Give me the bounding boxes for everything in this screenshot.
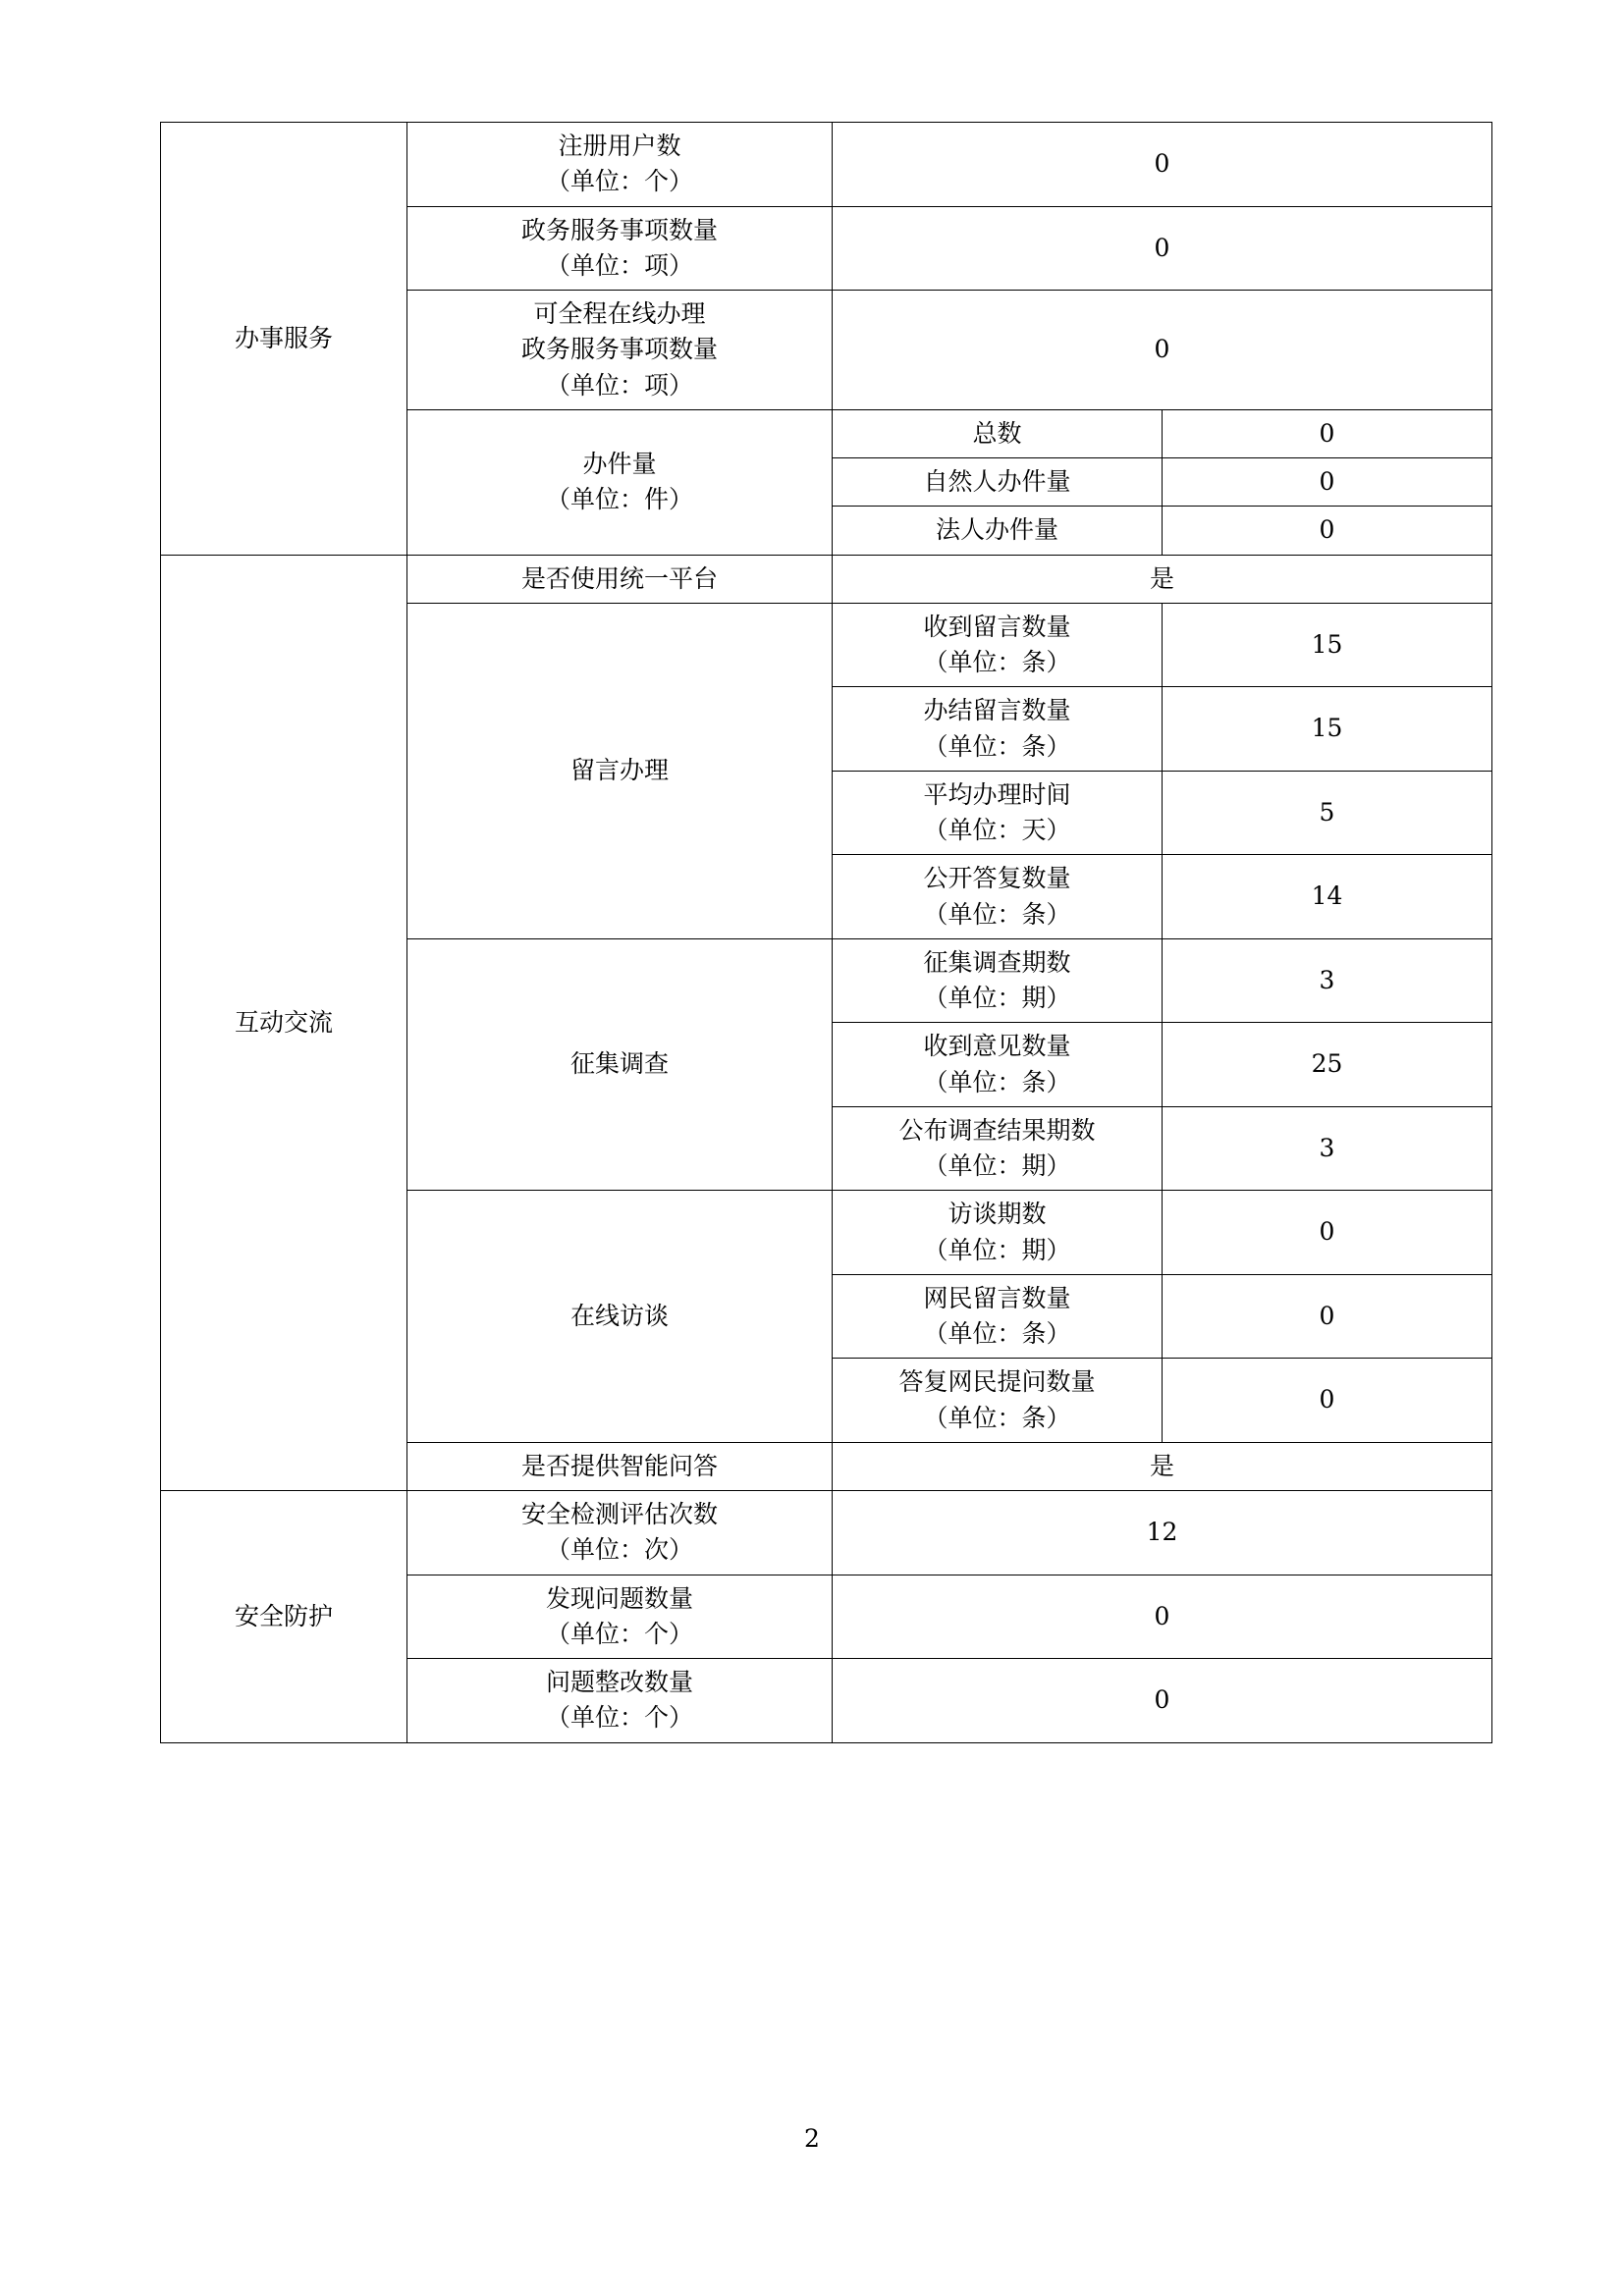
- item-label-line2: 政务服务事项数量: [520, 335, 718, 364]
- item-label-line1: 发现问题数量: [545, 1583, 693, 1613]
- table-row: [161, 1491, 1492, 1575]
- item-label-line2: （单位：项）: [545, 250, 693, 280]
- item-cell-fully-online-items: [407, 291, 833, 410]
- value-cell-total: 0: [1163, 409, 1492, 457]
- value-cell-registered-users: 0: [833, 123, 1492, 207]
- sub-label-line2: （单位：条）: [923, 731, 1071, 761]
- government-website-statistics-table: [160, 122, 1492, 1743]
- item-cell-handled-volume: [407, 409, 833, 555]
- sub-label-line1: 平均办理时间: [923, 779, 1071, 809]
- item-label-line1: 办件量: [582, 449, 657, 478]
- value-cell-service-items: 0: [833, 206, 1492, 291]
- sub-label-line2: （单位：条）: [923, 1319, 1071, 1348]
- value-cell-unified-platform: 是: [833, 555, 1492, 603]
- item-cell-online-interview: 在线访谈: [407, 1191, 833, 1443]
- value-cell-messages-received: 15: [1163, 603, 1492, 687]
- value-cell-legal-person: 0: [1163, 507, 1492, 555]
- sub-label-line1: 收到意见数量: [923, 1032, 1071, 1061]
- sub-label-line2: （单位：条）: [923, 899, 1071, 929]
- item-cell-security-checks: [407, 1491, 833, 1575]
- value-cell-problems-fixed: 0: [833, 1659, 1492, 1743]
- sub-cell-netizen-replies: [833, 1359, 1163, 1443]
- item-label-line1: 可全程在线办理: [533, 299, 706, 328]
- category-cell-interaction: 互动交流: [161, 555, 407, 1491]
- sub-label-line1: 网民留言数量: [923, 1283, 1071, 1312]
- value-cell-average-time: 5: [1163, 771, 1492, 855]
- item-label-line3: （单位：项）: [545, 370, 693, 400]
- sub-label-line1: 答复网民提问数量: [898, 1367, 1096, 1397]
- sub-label-line2: （单位：条）: [923, 1403, 1071, 1432]
- value-cell-messages-completed: 15: [1163, 687, 1492, 772]
- item-label-line1: 问题整改数量: [545, 1668, 693, 1696]
- item-cell-smart-qa: 是否提供智能问答: [407, 1442, 833, 1490]
- value-cell-opinions-received: 25: [1163, 1023, 1492, 1107]
- sub-cell-average-time: [833, 771, 1163, 855]
- value-cell-interview-periods: 0: [1163, 1191, 1492, 1275]
- sub-label-line1: 公开答复数量: [923, 864, 1071, 893]
- sub-cell-interview-periods: [833, 1191, 1163, 1275]
- sub-cell-natural-person: 自然人办件量: [833, 458, 1163, 507]
- sub-label-line1: 征集调查期数: [923, 947, 1071, 977]
- sub-label-line1: 公布调查结果期数: [898, 1115, 1096, 1145]
- item-label-line2: （单位：个）: [545, 167, 693, 196]
- value-cell-published-results: 3: [1163, 1106, 1492, 1191]
- value-cell-fully-online-items: 0: [833, 291, 1492, 410]
- category-cell-security: 安全防护: [161, 1491, 407, 1743]
- sub-label-line2: （单位：期）: [923, 984, 1071, 1012]
- item-cell-registered-users: [407, 123, 833, 207]
- sub-label-line2: （单位：条）: [923, 1067, 1071, 1096]
- sub-cell-public-replies: [833, 855, 1163, 939]
- page-number: 2: [804, 2124, 820, 2153]
- value-cell-smart-qa: 是: [833, 1442, 1492, 1490]
- category-cell-service: 办事服务: [161, 123, 407, 556]
- sub-label-line1: 办结留言数量: [923, 696, 1071, 725]
- table-row: [161, 123, 1492, 207]
- sub-cell-messages-completed: [833, 687, 1163, 772]
- value-cell-problems-found: 0: [833, 1575, 1492, 1659]
- sub-label-line2: （单位：天）: [923, 816, 1071, 844]
- item-cell-problems-found: [407, 1575, 833, 1659]
- item-label-line2: （单位：次）: [545, 1535, 693, 1565]
- sub-label-line1: 收到留言数量: [923, 612, 1071, 641]
- sub-label-line2: （单位：期）: [923, 1151, 1071, 1180]
- sub-cell-opinions-received: [833, 1023, 1163, 1107]
- sub-label-line2: （单位：期）: [923, 1235, 1071, 1264]
- sub-cell-legal-person: 法人办件量: [833, 507, 1163, 555]
- item-cell-survey: 征集调查: [407, 938, 833, 1191]
- sub-cell-survey-periods: [833, 938, 1163, 1023]
- value-cell-security-checks: 12: [833, 1491, 1492, 1575]
- item-cell-problems-fixed: [407, 1659, 833, 1743]
- item-label-line2: （单位：个）: [545, 1703, 693, 1733]
- item-cell-unified-platform: 是否使用统一平台: [407, 555, 833, 603]
- value-cell-survey-periods: 3: [1163, 938, 1492, 1023]
- item-label-line2: （单位：个）: [545, 1619, 693, 1648]
- value-cell-netizen-messages: 0: [1163, 1274, 1492, 1359]
- item-label-line1: 政务服务事项数量: [520, 215, 718, 244]
- table-row: [161, 555, 1492, 603]
- sub-label-line2: （单位：条）: [923, 648, 1071, 676]
- sub-cell-messages-received: [833, 603, 1163, 687]
- item-label-line1: 注册用户数: [558, 132, 681, 160]
- sub-cell-netizen-messages: [833, 1274, 1163, 1359]
- sub-cell-published-results: [833, 1106, 1163, 1191]
- item-cell-message-handling: 留言办理: [407, 603, 833, 938]
- item-cell-service-items: [407, 206, 833, 291]
- value-cell-netizen-replies: 0: [1163, 1359, 1492, 1443]
- item-label-line2: （单位：件）: [545, 485, 693, 514]
- item-label-line1: 安全检测评估次数: [520, 1500, 718, 1528]
- sub-label-line1: 访谈期数: [947, 1200, 1047, 1229]
- value-cell-public-replies: 14: [1163, 855, 1492, 939]
- value-cell-natural-person: 0: [1163, 458, 1492, 507]
- sub-cell-total: 总数: [833, 409, 1163, 457]
